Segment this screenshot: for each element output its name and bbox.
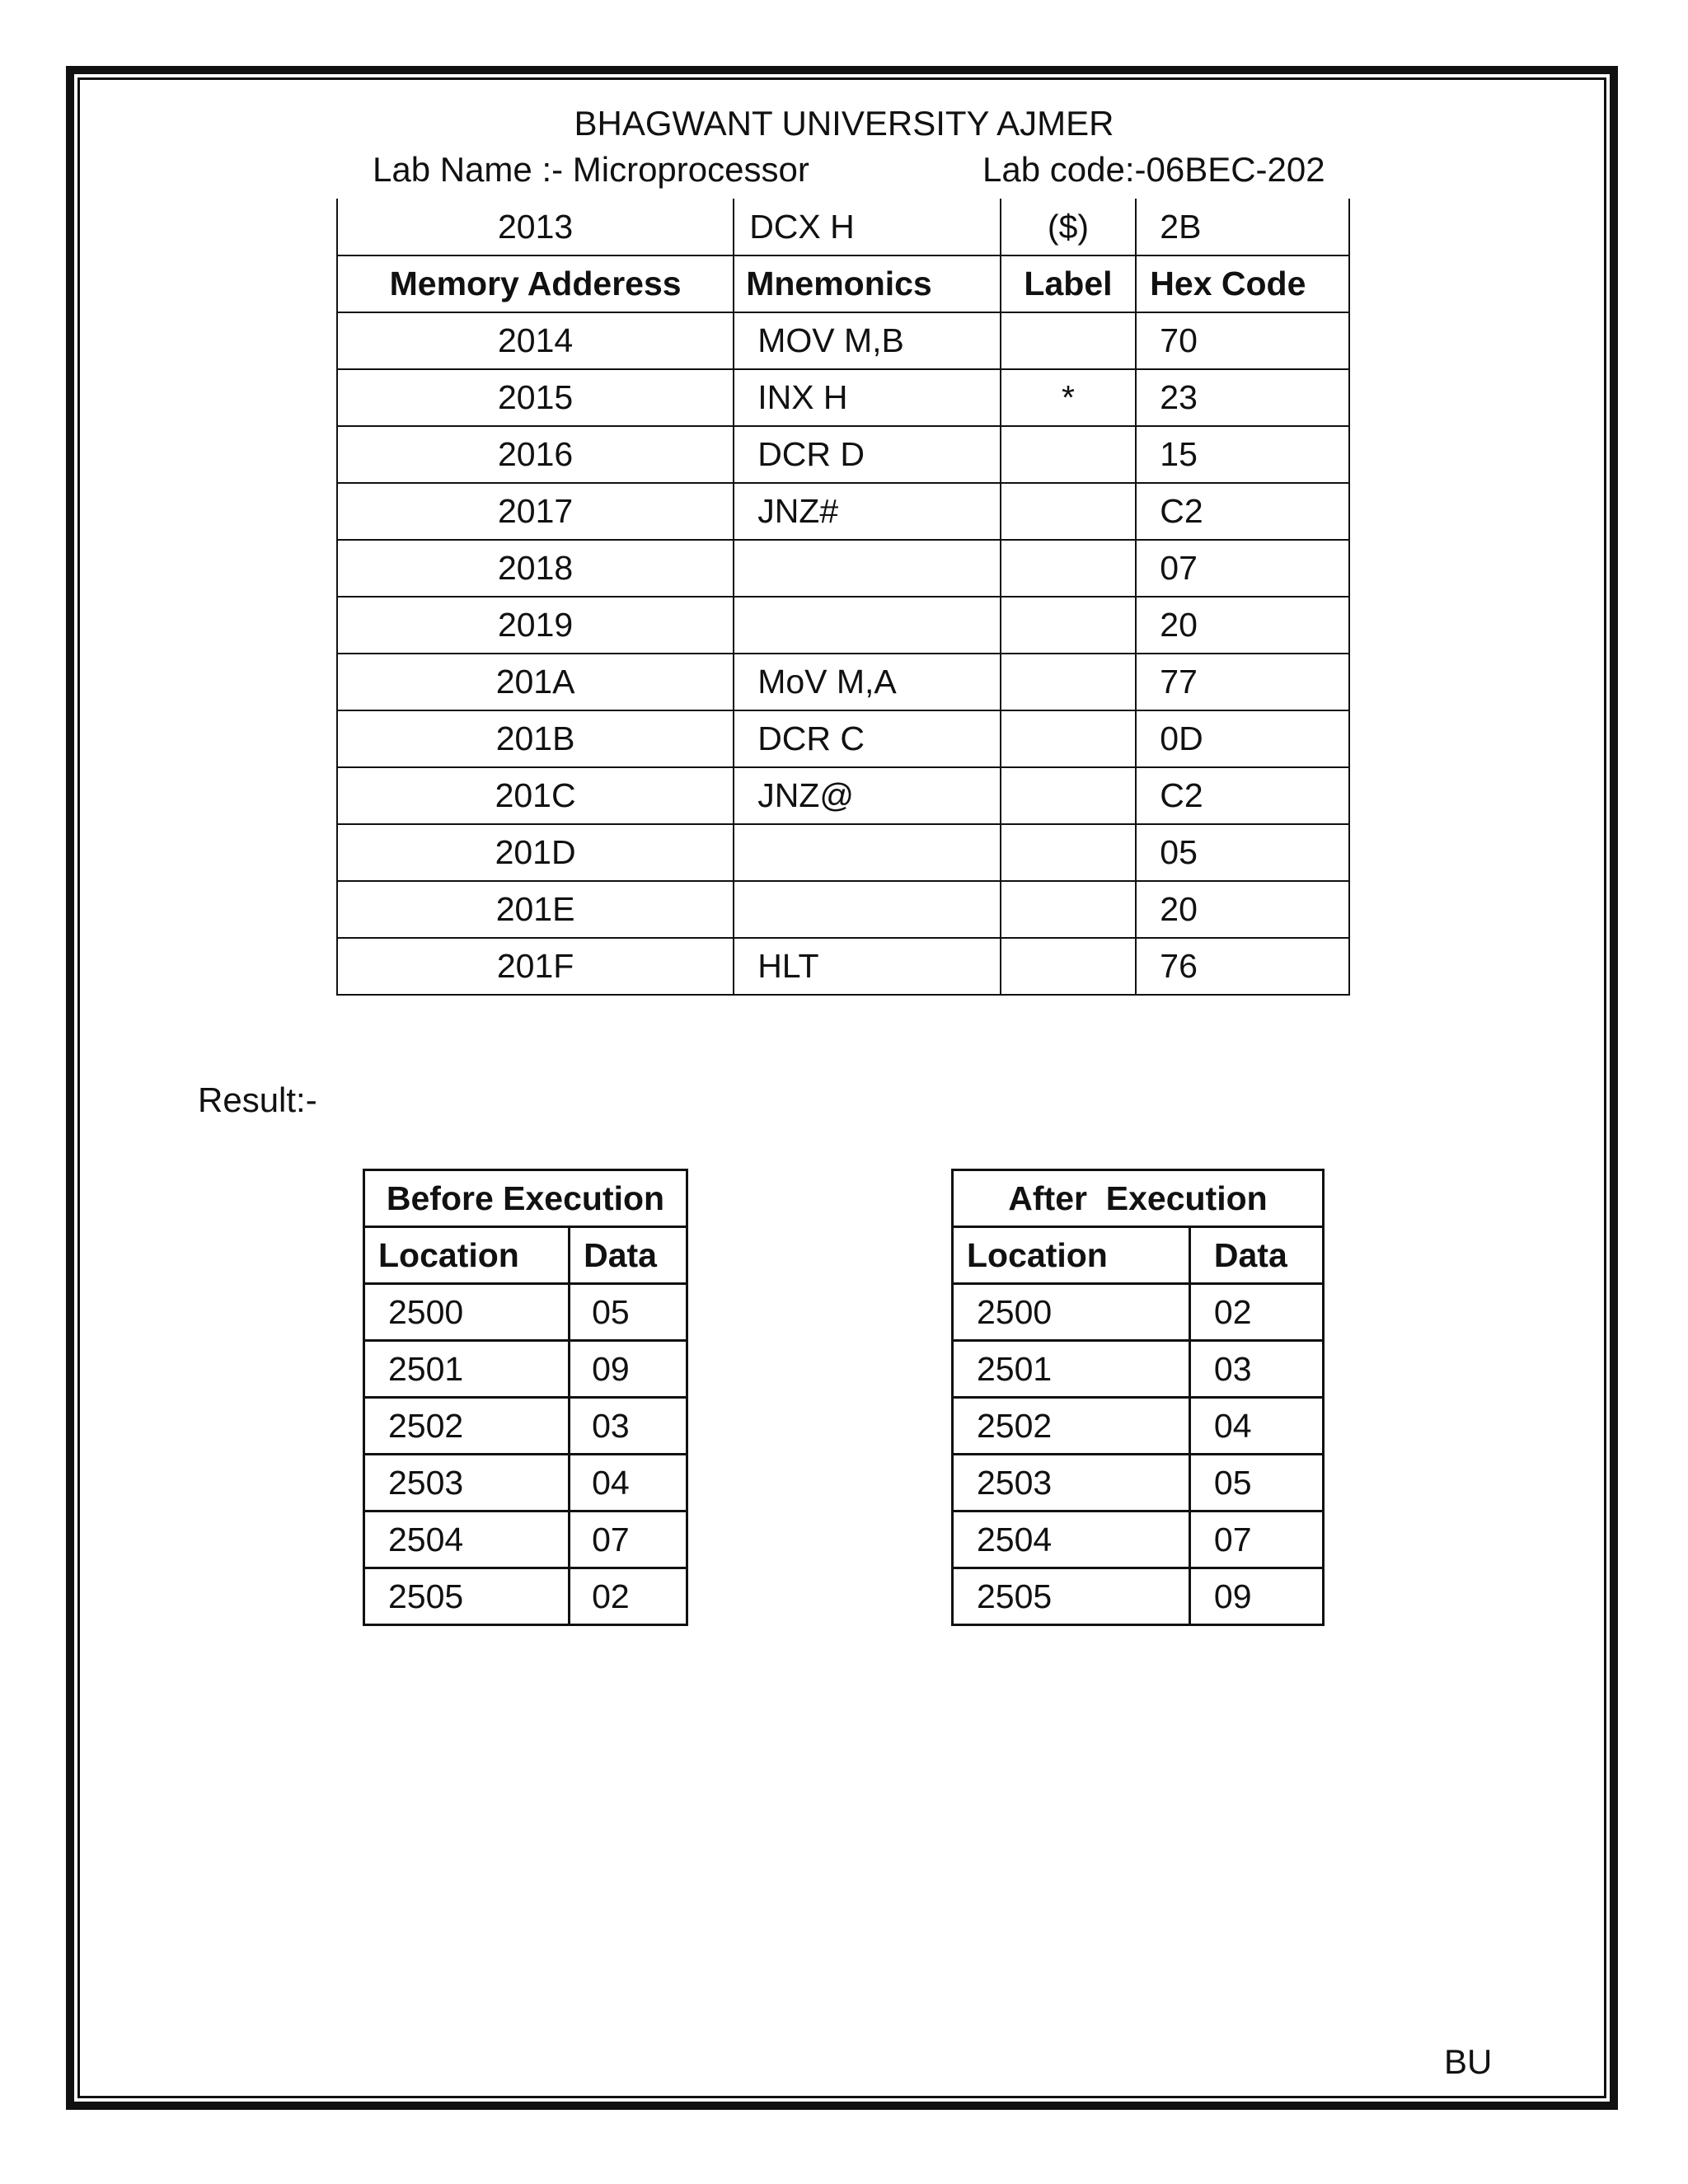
table-row [953,1568,1324,1625]
header-address: Memory Adderess [337,255,734,312]
address-cell: 2014 [337,312,734,369]
table-row [337,312,1349,369]
data-cell: 04 [570,1455,687,1511]
data-cell: 02 [570,1568,687,1625]
table-row [337,881,1349,938]
lab-name: Lab Name :- Microprocessor [373,150,809,189]
mnemonic-cell: MOV M,B [734,312,1000,369]
data-cell: 09 [570,1341,687,1398]
table-caption-row [953,1170,1324,1227]
data-cell: 03 [1189,1341,1323,1398]
hex-cell: C2 [1136,767,1349,824]
location-cell: 2502 [953,1398,1190,1455]
table-row [364,1511,687,1568]
address-cell: 201D [337,824,734,881]
before-execution-caption: Before Execution [364,1170,687,1227]
mnemonic-cell: JNZ# [734,483,1000,540]
location-cell: 2501 [953,1341,1190,1398]
table-row [337,597,1349,654]
label-cell [1001,312,1137,369]
address-cell: 201C [337,767,734,824]
header-label: Label [1001,255,1137,312]
hex-cell: 07 [1136,540,1349,597]
mnemonic-cell [734,597,1000,654]
mnemonic-cell: DCR C [734,710,1000,767]
university-title: BHAGWANT UNIVERSITY AJMER [574,104,1114,143]
mnemonic-cell [734,540,1000,597]
data-cell: 07 [570,1511,687,1568]
label-cell [1001,710,1137,767]
label-cell [1001,767,1137,824]
table-header-row [953,1227,1324,1284]
hex-cell: 0D [1136,710,1349,767]
table-row [953,1398,1324,1455]
data-cell: 02 [1189,1284,1323,1341]
header-data: Data [570,1227,687,1284]
location-cell: 2503 [364,1455,570,1511]
after-execution-caption: After Execution [953,1170,1324,1227]
hex-cell: C2 [1136,483,1349,540]
label-cell [1001,483,1137,540]
address-cell: 2019 [337,597,734,654]
label-cell: ($) [1001,199,1137,255]
hex-cell: 15 [1136,426,1349,483]
table-row [364,1398,687,1455]
data-cell: 03 [570,1398,687,1455]
location-cell: 2503 [953,1455,1190,1511]
table-caption-row [364,1170,687,1227]
address-cell: 2013 [337,199,734,255]
address-cell: 201E [337,881,734,938]
mnemonic-cell: JNZ@ [734,767,1000,824]
label-cell [1001,654,1137,710]
table-row [337,369,1349,426]
header-location: Location [364,1227,570,1284]
label-cell [1001,938,1137,995]
location-cell: 2504 [953,1511,1190,1568]
lab-code: Lab code:-06BEC-202 [982,150,1325,189]
mnemonic-cell [734,881,1000,938]
header-data: Data [1189,1227,1323,1284]
hex-cell: 05 [1136,824,1349,881]
location-cell: 2502 [364,1398,570,1455]
address-cell: 201F [337,938,734,995]
hex-cell: 76 [1136,938,1349,995]
table-row [953,1511,1324,1568]
table-row [364,1455,687,1511]
label-cell [1001,540,1137,597]
data-cell: 05 [570,1284,687,1341]
address-cell: 2016 [337,426,734,483]
table-row [953,1341,1324,1398]
hex-cell: 20 [1136,597,1349,654]
location-cell: 2504 [364,1511,570,1568]
result-label: Result:- [198,1080,317,1119]
mnemonic-cell [734,824,1000,881]
mnemonic-cell: MoV M,A [734,654,1000,710]
address-cell: 2018 [337,540,734,597]
program-table [336,199,1350,996]
header-hex-code: Hex Code [1136,255,1349,312]
label-cell [1001,881,1137,938]
address-cell: 201A [337,654,734,710]
table-row [337,824,1349,881]
table-row [364,1568,687,1625]
location-cell: 2505 [364,1568,570,1625]
table-row [337,540,1349,597]
mnemonic-cell: INX H [734,369,1000,426]
label-cell [1001,824,1137,881]
data-cell: 09 [1189,1568,1323,1625]
label-cell: * [1001,369,1137,426]
location-cell: 2500 [364,1284,570,1341]
table-row [364,1341,687,1398]
data-cell: 07 [1189,1511,1323,1568]
data-cell: 05 [1189,1455,1323,1511]
header-mnemonics: Mnemonics [734,255,1000,312]
table-row [337,426,1349,483]
data-cell: 04 [1189,1398,1323,1455]
location-cell: 2501 [364,1341,570,1398]
table-row [337,199,1349,255]
after-execution-table [951,1169,1325,1626]
hex-cell: 77 [1136,654,1349,710]
table-header-row [364,1227,687,1284]
mnemonic-cell: DCX H [734,199,1000,255]
table-row [953,1284,1324,1341]
label-cell [1001,426,1137,483]
before-execution-table [363,1169,688,1626]
hex-cell: 2B [1136,199,1349,255]
address-cell: 2015 [337,369,734,426]
hex-cell: 23 [1136,369,1349,426]
table-row [953,1455,1324,1511]
table-header-row [337,255,1349,312]
table-row [337,710,1349,767]
hex-cell: 20 [1136,881,1349,938]
location-cell: 2500 [953,1284,1190,1341]
address-cell: 2017 [337,483,734,540]
mnemonic-cell: HLT [734,938,1000,995]
table-row [337,767,1349,824]
table-row [337,483,1349,540]
table-row [364,1284,687,1341]
location-cell: 2505 [953,1568,1190,1625]
label-cell [1001,597,1137,654]
table-row [337,654,1349,710]
table-row [337,938,1349,995]
header-location: Location [953,1227,1190,1284]
address-cell: 201B [337,710,734,767]
hex-cell: 70 [1136,312,1349,369]
footer-initials: BU [1444,2042,1493,2081]
mnemonic-cell: DCR D [734,426,1000,483]
